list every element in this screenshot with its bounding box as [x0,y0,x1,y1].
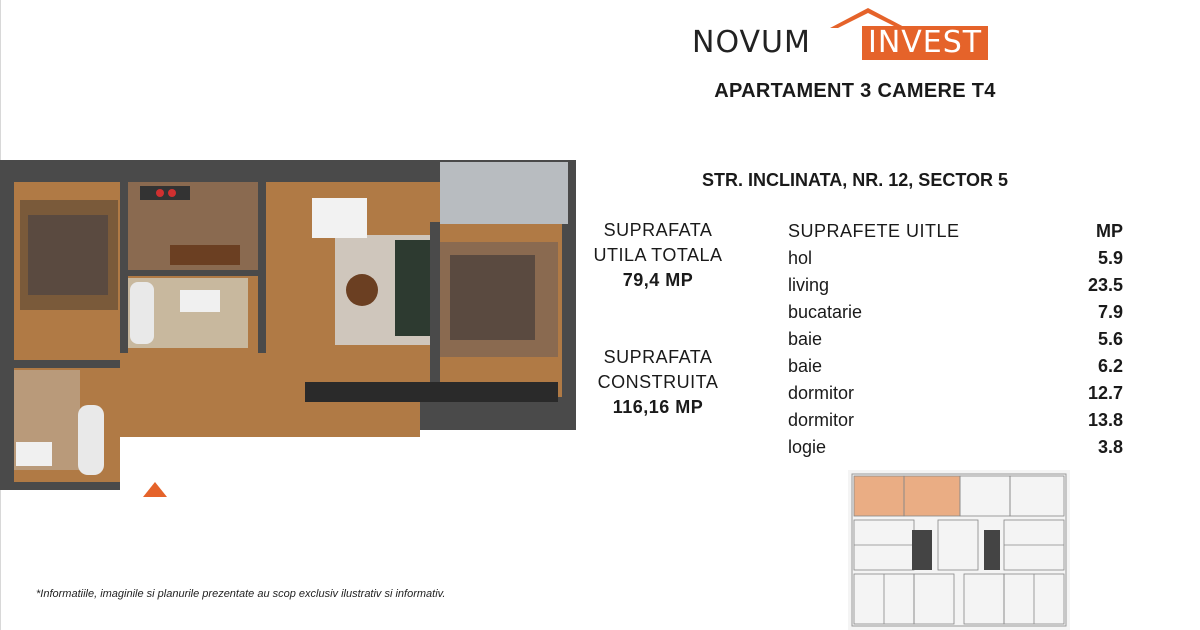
room-name: hol [788,248,813,268]
novum-invest-logo [690,8,1030,58]
room-area: 5.6 [1097,329,1123,349]
built-area-label-2: CONSTRUITA [597,372,719,392]
room-name: baie [788,356,823,376]
logia [440,162,568,224]
table-row [788,299,1123,326]
room-name: logie [788,437,827,457]
room-area: 12.7 [1087,383,1123,403]
disclaimer: *Informatiile, imaginile si planurile prezentate au scop exclusiv ilustrativ si informativ. [36,588,446,600]
built-area-value: 116,16 MP [612,397,704,417]
logo-word-invest: INVEST [862,26,988,60]
highlighted-apartment [854,476,960,516]
room-name: bucatarie [788,302,863,322]
logo-word-novum: NOVUM [692,25,811,60]
room-area: 13.8 [1087,410,1123,430]
header-label: SUPRAFETE UITLE [788,221,960,241]
table-row [788,434,1123,461]
table-row [788,272,1123,299]
floor-plan-illustration [0,160,580,505]
room-name: dormitor [788,383,855,403]
built-area-summary [588,345,728,420]
usable-area-value: 79,4 MP [622,270,694,290]
built-area-label-1: SUPRAFATA [603,347,713,367]
usable-area-label-1: SUPRAFATA [603,220,713,240]
table-row [788,407,1123,434]
room-area: 6.2 [1097,356,1123,376]
table-header [788,218,1123,245]
usable-area-summary [588,218,728,293]
room-area: 7.9 [1097,302,1123,322]
room-areas-table [788,218,1123,461]
header-unit: MP [1096,221,1123,241]
room-area: 3.8 [1097,437,1123,457]
room-name: baie [788,329,823,349]
room-name: dormitor [788,410,855,430]
usable-area-label-2: UTILA TOTALA [593,245,723,265]
table-row [788,353,1123,380]
room-name: living [788,275,830,295]
table-row [788,380,1123,407]
building-floor-locator [848,470,1070,630]
room-area: 5.9 [1097,248,1123,268]
table-row [788,245,1123,272]
room-area: 23.5 [1087,275,1123,295]
page-title: APARTAMENT 3 CAMERE T4 [714,80,996,102]
table-row [788,326,1123,353]
address: STR. INCLINATA, NR. 12, SECTOR 5 [701,170,1009,190]
